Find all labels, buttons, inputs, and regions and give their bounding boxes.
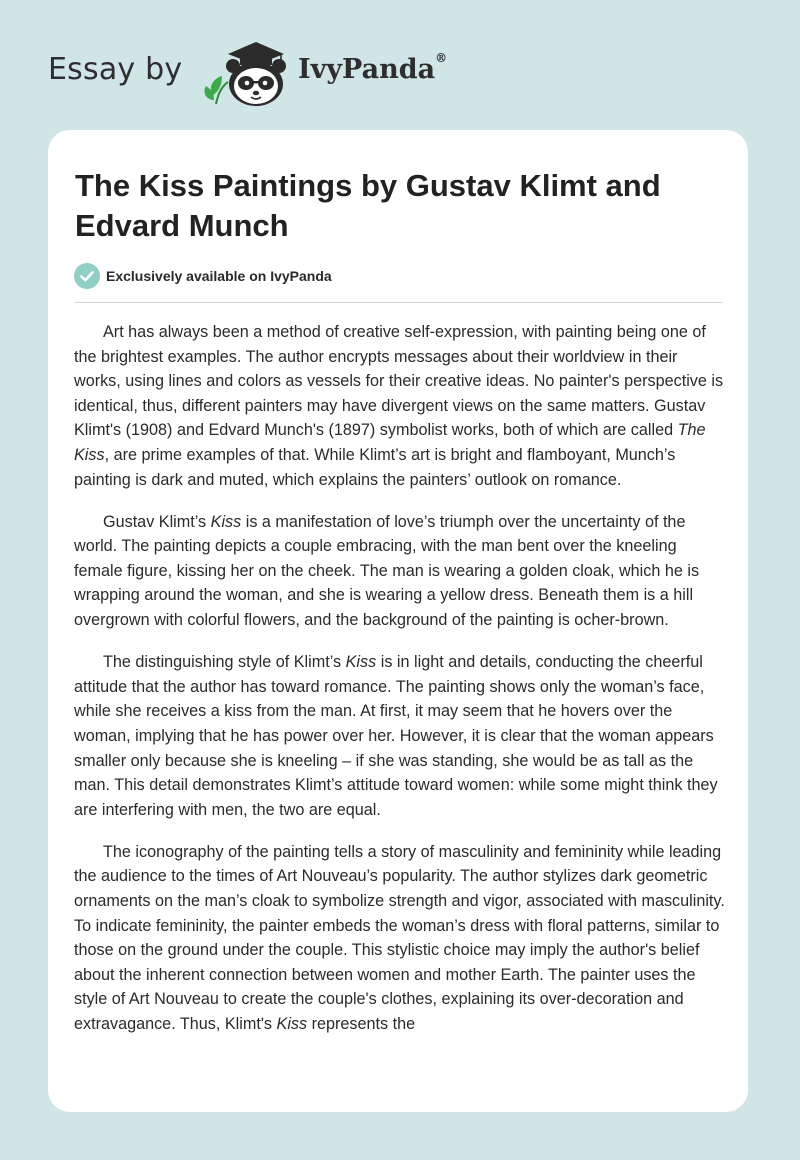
brand-name: IvyPanda® <box>298 51 448 85</box>
panda-logo-icon <box>202 34 294 108</box>
essay-paragraph: The iconography of the painting tells a story of masculinity and femininity while leading the audience to the times of Art Nouveau’s popularity. The author stylizes dark geometric ornaments on the man’s cloak to symbolize strength and vigor, associated with masculinity. To indicate femininity, the painter embeds the woman’s dress with floral patterns, similar to those on the ground under the couple. This stylistic choice may imply the author's belief about the inherent connection between women and mother Earth. The painter uses the style of Art Nouveau to create the couple's clothes, explaining its over-decoration and extravagance. Thus, Klimt's Kiss represents the <box>74 842 725 1033</box>
exclusive-badge-label: Exclusively available on IvyPanda <box>106 268 332 284</box>
brand-header[interactable] <box>48 34 508 106</box>
header-divider <box>75 302 722 303</box>
essay-body <box>74 320 726 1054</box>
exclusive-badge <box>74 263 332 289</box>
essay-paragraph: Art has always been a method of creative self-expression, with painting being one of the brightest examples. The author encrypts messages about their worldview in their works, using lines and colors as vessels for their creative ideas. No painter's perspective is identical, thus, different painters may have divergent views on the same matters. Gustav Klimt's (1908) and Edvard Munch's (1897) symbolist works, both of which are called The Kiss, are prime examples of that. While Klimt’s art is bright and flamboyant, Munch’s painting is dark and muted, which explains the painters’ outlook on romance. <box>74 323 724 489</box>
essay-paragraph: The distinguishing style of Klimt’s Kiss is in light and details, conducting the cheerful attitude that the author has toward romance. The painting shows only the woman’s face, while she receives a kiss from the man. At first, it may seem that he hovers over the woman, implying that he has power over her. However, it is clear that the woman appears smaller only because she is kneeling – if she was standing, she would be as tall as the man. This detail demonstrates Klimt’s attitude toward women: while some might think they are interfering with men, the two are equal. <box>74 653 718 819</box>
essay-title: The Kiss Paintings by Gustav Klimt and Edvard Munch <box>75 168 661 243</box>
essay-card <box>48 130 748 1112</box>
essay-paragraph: Gustav Klimt’s Kiss is a manifestation of love’s triumph over the uncertainty of the world. The painting depicts a couple embracing, with the man bent over the kneeling female figure, kissing her on the cheek. The man is wearing a golden cloak, which he is wrapping around the woman, and she is wearing a yellow dress. Beneath them is a hill overgrown with colorful flowers, and the background of the painting is ocher-brown. <box>74 512 700 630</box>
check-circle-icon <box>74 263 100 289</box>
brand-prefix: Essay by <box>48 52 183 87</box>
